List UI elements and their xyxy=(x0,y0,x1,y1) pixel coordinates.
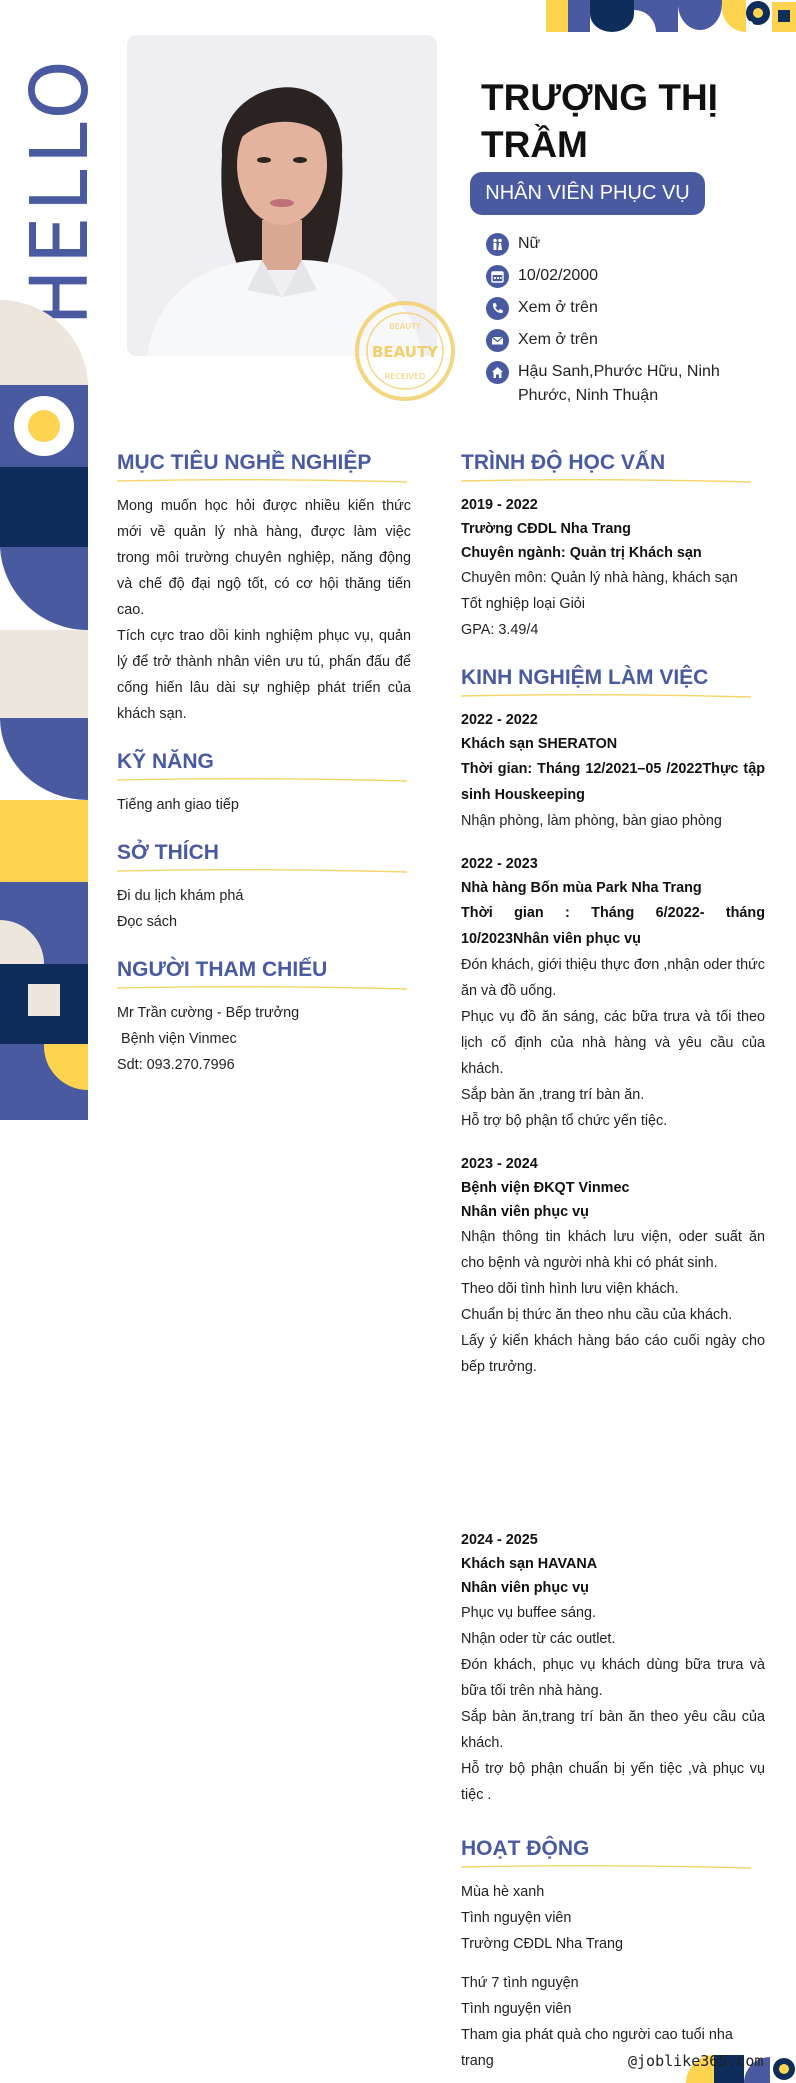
job-company: Khách sạn SHERATON xyxy=(461,736,618,752)
job-task: Đón khách, phục vụ khách dùng bữa trưa và bữa tối trên nhà hàng. xyxy=(461,1657,765,1699)
skills-title: KỸ NĂNG xyxy=(117,750,214,773)
skills-section xyxy=(117,749,411,818)
education-section xyxy=(461,450,765,643)
email-icon xyxy=(486,329,509,352)
beauty-received-stamp xyxy=(353,299,457,403)
job-task: Chuẩn bị thức ăn theo nhu cầu của khách. xyxy=(461,1307,733,1323)
job-task: Nhận oder từ các outlet. xyxy=(461,1631,616,1647)
section-underline xyxy=(117,477,407,485)
section-underline xyxy=(117,776,407,784)
footer-watermark: @joblike365.com xyxy=(628,2052,764,2070)
job-period: 2023 - 2024 xyxy=(461,1156,538,1172)
top-decoration xyxy=(546,0,796,32)
activity-line: Trường CĐDL Nha Trang xyxy=(461,1936,623,1952)
svg-text:BEAUTY: BEAUTY xyxy=(371,343,439,361)
job-position: Nhân viên phục vụ xyxy=(461,1580,589,1596)
hobby-item: Đi du lịch khám phá xyxy=(117,888,244,904)
activity-line: Mùa hè xanh xyxy=(461,1884,545,1900)
contact-birthday xyxy=(486,264,776,288)
job-task: Hỗ trợ bộ phận chuẩn bị yến tiệc ,và phục vụ tiệc . xyxy=(461,1761,765,1803)
email-value: Xem ở trên xyxy=(518,331,598,348)
references-title: NGƯỜI THAM CHIẾU xyxy=(117,958,328,981)
contact-phone xyxy=(486,296,776,320)
job-task: Sắp bàn ăn ,trang trí bàn ăn. xyxy=(461,1087,645,1103)
contact-email xyxy=(486,328,776,352)
right-column xyxy=(461,450,765,2083)
hello-decoration xyxy=(17,54,103,326)
section-underline xyxy=(117,984,407,992)
objective-section xyxy=(117,450,411,727)
left-decoration-strip xyxy=(0,300,88,1120)
activity-line: Tình nguyện viên xyxy=(461,2001,572,2017)
job-period: 2022 - 2022 xyxy=(461,712,538,728)
activities-title: HOẠT ĐỘNG xyxy=(461,1837,590,1860)
job-task: Phục vụ buffee sáng. xyxy=(461,1605,596,1621)
job-task: Lấy ý kiến khách hàng báo cáo cuối ngày cho bếp trưởng. xyxy=(461,1333,765,1375)
activities-section xyxy=(461,1836,765,2074)
section-underline xyxy=(117,867,407,875)
job-entry xyxy=(461,1528,765,1808)
hobbies-title: SỞ THÍCH xyxy=(117,841,219,864)
education-detail: GPA: 3.49/4 xyxy=(461,622,539,638)
candidate-name: TRƯỢNG THỊ TRẦM xyxy=(481,77,718,165)
objective-title: MỤC TIÊU NGHỀ NGHIỆP xyxy=(117,451,372,474)
gender-icon xyxy=(486,233,509,256)
objective-paragraph-2: Tích cực trao dồi kinh nghiệm phục vụ, quản lý để trở thành nhân viên ưu tú, phấn đấu để cống hiến lâu dài sự nghiệp phát triển của khách sạn. xyxy=(117,628,411,722)
job-task: Phục vụ đồ ăn sáng, các bữa trưa và tối theo lịch cố định của nhà hàng và yêu cầu của khách. xyxy=(461,1009,765,1077)
hobby-item: Đọc sách xyxy=(117,914,177,930)
experience-section xyxy=(461,665,765,1808)
home-icon xyxy=(486,361,509,384)
education-school: Trường CĐDL Nha Trang xyxy=(461,521,631,537)
job-period: 2022 - 2023 xyxy=(461,856,538,872)
activity-line: Tình nguyện viên xyxy=(461,1910,572,1926)
job-task: Sắp bàn ăn,trang trí bàn ăn theo yêu cầu của khách. xyxy=(461,1709,765,1751)
job-title-badge: NHÂN VIÊN PHỤC VỤ xyxy=(470,172,705,215)
job-task: Hỗ trợ bộ phận tổ chức yến tiệc. xyxy=(461,1113,668,1129)
reference-line: Bệnh viện Vinmec xyxy=(117,1031,237,1047)
education-title: TRÌNH ĐỘ HỌC VẤN xyxy=(461,451,666,474)
hello-text: HELLO xyxy=(17,54,103,326)
address-value: Hậu Sanh,Phước Hữu, Ninh Phước, Ninh Thuận xyxy=(518,363,720,404)
job-company: Khách sạn HAVANA xyxy=(461,1556,598,1572)
job-company: Nhà hàng Bốn mùa Park Nha Trang xyxy=(461,880,702,896)
skill-item: Tiếng anh giao tiếp xyxy=(117,797,239,813)
experience-title: KINH NGHIỆM LÀM VIỆC xyxy=(461,666,709,689)
job-position: Thời gian : Tháng 6/2022- tháng 10/2023Nhân viên phục vụ xyxy=(461,905,765,947)
job-task: Theo dõi tình hình lưu viện khách. xyxy=(461,1281,679,1297)
job-task: Đón khách, giới thiệu thực đơn ,nhận oder thức ăn và đồ uống. xyxy=(461,957,765,999)
job-task: Nhận phòng, làm phòng, bàn giao phòng xyxy=(461,813,722,829)
education-major: Chuyên ngành: Quản trị Khách sạn xyxy=(461,545,702,561)
education-period: 2019 - 2022 xyxy=(461,497,538,513)
education-detail: Chuyên môn: Quản lý nhà hàng, khách sạn xyxy=(461,570,738,586)
section-underline xyxy=(461,1863,751,1871)
references-section xyxy=(117,957,411,1078)
job-company: Bệnh viện ĐKQT Vinmec xyxy=(461,1180,630,1196)
education-detail: Tốt nghiệp loại Giỏi xyxy=(461,596,585,612)
gender-value: Nữ xyxy=(518,235,541,252)
job-entry xyxy=(461,852,765,1134)
section-underline xyxy=(461,477,751,485)
job-entry xyxy=(461,708,765,834)
job-position: Nhân viên phục vụ xyxy=(461,1204,589,1220)
section-underline xyxy=(461,692,751,700)
calendar-icon xyxy=(486,265,509,288)
reference-line: Sdt: 093.270.7996 xyxy=(117,1057,235,1073)
phone-icon xyxy=(486,297,509,320)
activity-line: Tham gia phát quà cho người cao tuổi nha trang xyxy=(461,2027,733,2069)
contact-gender xyxy=(486,232,776,256)
contact-address xyxy=(486,360,776,408)
job-period: 2024 - 2025 xyxy=(461,1532,538,1548)
contact-info xyxy=(486,232,776,416)
activity-group xyxy=(461,1879,765,1957)
objective-paragraph-1: Mong muốn học hỏi được nhiều kiến thức mới về quản lý nhà hàng, được làm việc trong môi trường chuyên nghiệp, năng động và chế độ đại ngộ tốt, có cơ hội thăng tiến cao. xyxy=(117,498,411,618)
phone-value: Xem ở trên xyxy=(518,299,598,316)
left-column xyxy=(117,450,411,1090)
activity-line: Thứ 7 tình nguyện xyxy=(461,1975,579,1991)
job-task: Nhận thông tin khách lưu viện, oder suất ăn cho bệnh và người nhà khi có phát sinh. xyxy=(461,1229,765,1271)
svg-text:BEAUTY: BEAUTY xyxy=(389,322,421,331)
birthday-value: 10/02/2000 xyxy=(518,267,599,284)
job-position: Thời gian: Tháng 12/2021–05 /2022Thực tập sinh Houskeeping xyxy=(461,761,765,803)
hobbies-section xyxy=(117,840,411,935)
job-entry xyxy=(461,1152,765,1380)
reference-line: Mr Trần cường - Bếp trưởng xyxy=(117,1005,300,1021)
svg-text:RECEIVED: RECEIVED xyxy=(384,372,426,381)
